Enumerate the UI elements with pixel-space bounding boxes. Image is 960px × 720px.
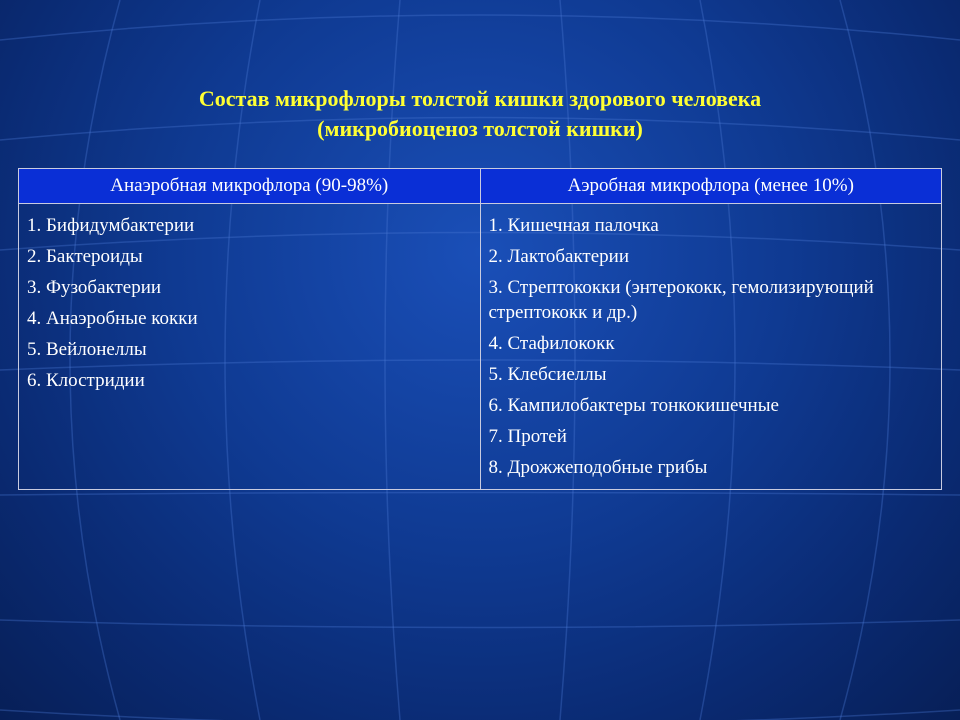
anaerobic-list-cell — [19, 204, 481, 490]
list-item: 6. Клостридии — [27, 370, 145, 391]
list-item: 7. Протей — [488, 426, 567, 447]
header-aerobic: Аэробная микрофлора (менее 10%) — [480, 169, 942, 204]
aerobic-list-cell — [480, 204, 942, 490]
table-header-row — [19, 169, 942, 204]
slide-title — [0, 84, 960, 144]
list-item: 4. Анаэробные кокки — [27, 308, 198, 329]
list-item: 3. Фузобактерии — [27, 277, 162, 298]
title-line-1: Состав микрофлоры толстой кишки здорового человека — [198, 86, 762, 111]
list-item: 8. Дрожжеподобные грибы — [488, 457, 708, 478]
list-item: 6. Кампилобактеры тонкокишечные — [488, 395, 779, 416]
table-row — [19, 204, 942, 490]
title-line-2: (микробиоценоз толстой кишки) — [317, 116, 643, 141]
list-item: 1. Кишечная палочка — [488, 215, 659, 236]
list-item: 1. Бифидумбактерии — [27, 215, 195, 236]
list-item: 4. Стафилококк — [488, 333, 615, 354]
list-item: 2. Бактероиды — [27, 246, 143, 267]
list-item: 3. Стрептококки (энтерококк, гемолизирующий стрептококк и др.) — [488, 277, 874, 323]
list-item: 5. Вейлонеллы — [27, 339, 147, 360]
list-item: 5. Клебсиеллы — [488, 364, 607, 385]
list-item: 2. Лактобактерии — [488, 246, 630, 267]
header-anaerobic: Анаэробная микрофлора (90-98%) — [19, 169, 481, 204]
microflora-table — [18, 168, 942, 490]
